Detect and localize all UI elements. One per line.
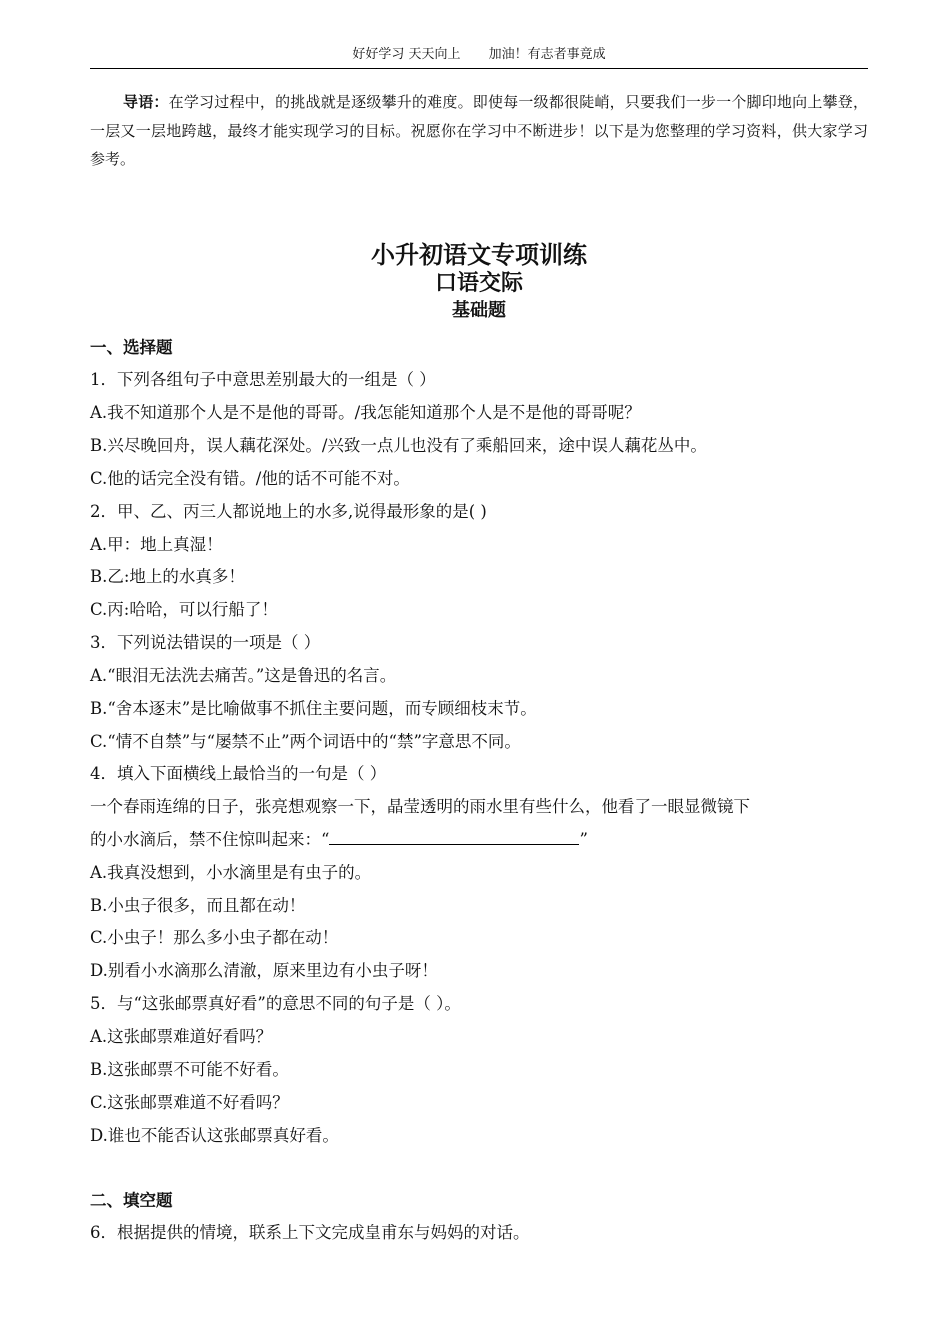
question-5-option-d: D.谁也不能否认这张邮票真好看。: [90, 1126, 339, 1145]
question-5-option-b: B.这张邮票不可能不好看。: [90, 1060, 289, 1079]
document-title: 小升初语文专项训练: [371, 240, 587, 269]
answer-blank: [329, 830, 579, 845]
question-4-option-a: A.我真没想到，小水滴里是有虫子的。: [90, 863, 372, 882]
question-4-option-d: D.别看小水滴那么清澈，原来里边有小虫子呀！: [90, 961, 438, 980]
question-3-option-a: A.“眼泪无法洗去痛苦。”这是鲁迅的名言。: [90, 666, 397, 685]
question-1-stem: 1．下列各组句子中意思差别最大的一组是（ ）: [90, 370, 436, 389]
intro-paragraph: [90, 88, 868, 174]
question-5-option-c: C.这张邮票难道不好看吗？: [90, 1093, 289, 1112]
intro-lead: 导语：: [123, 93, 169, 111]
section-heading-choice: 一、选择题: [90, 338, 173, 357]
intro-body: 在学习过程中，的挑战就是逐级攀升的难度。即使每一级都很陡峭，只要我们一步一个脚印地向上攀登，一层又一层地跨越，最终才能实现学习的目标。祝愿你在学习中不断进步！以下是为您整理的学习资料，供大家学习参考。: [90, 93, 868, 168]
section-heading-fill-blank: 二、填空题: [90, 1191, 173, 1210]
question-1-option-a: A.我不知道那个人是不是他的哥哥。/我怎能知道那个人是不是他的哥哥呢？: [90, 403, 641, 422]
header-motto-left: 好好学习 天天向上: [352, 47, 461, 62]
question-4-option-c: C.小虫子！那么多小虫子都在动！: [90, 928, 339, 947]
question-3-option-b: B.“舍本逐末”是比喻做事不抓住主要问题，而专顾细枝末节。: [90, 699, 537, 718]
question-4-context-line-2: [90, 829, 880, 851]
document-subtitle: 口语交际: [434, 270, 523, 296]
difficulty-level: 基础题: [452, 300, 506, 321]
question-1-option-c: C.他的话完全没有错。/他的话不可能不对。: [90, 469, 410, 488]
question-4-context-prefix: 的小水滴后，禁不住惊叫起来：“: [90, 830, 330, 849]
question-6-stem: 6．根据提供的情境，联系上下文完成皇甫东与妈妈的对话。: [90, 1223, 530, 1242]
question-2-option-c: C.丙:哈哈，可以行船了！: [90, 600, 278, 619]
question-5-stem: 5．与“这张邮票真好看”的意思不同的句子是（ ）。: [90, 994, 461, 1013]
question-5-option-a: A.这张邮票难道好看吗？: [90, 1027, 273, 1046]
page-header: [90, 46, 868, 69]
document-title-block: [90, 240, 868, 324]
question-2-option-b: B.乙:地上的水真多！: [90, 567, 245, 586]
question-4-stem: 4．填入下面横线上最恰当的一句是（ ）: [90, 764, 387, 783]
question-3-stem: 3．下列说法错误的一项是（ ）: [90, 633, 321, 652]
question-1-option-b: B.兴尽晚回舟，误人藕花深处。/兴致一点儿也没有了乘船回来，途中误人藕花丛中。: [90, 436, 707, 455]
question-2-option-a: A.甲：地上真湿！: [90, 535, 223, 554]
question-4-context-suffix: ”: [579, 830, 588, 849]
question-4-option-b: B.小虫子很多，而且都在动！: [90, 896, 306, 915]
question-4-context-line-1: 一个春雨连绵的日子，张亮想观察一下，晶莹透明的雨水里有些什么，他看了一眼显微镜下: [90, 797, 750, 816]
header-motto-right: 加油！有志者事竟成: [488, 47, 606, 62]
question-2-stem: 2．甲、乙、丙三人都说地上的水多,说得最形象的是( ): [90, 502, 487, 521]
question-3-option-c: C.“情不自禁”与“屡禁不止”两个词语中的“禁”字意思不同。: [90, 732, 521, 751]
